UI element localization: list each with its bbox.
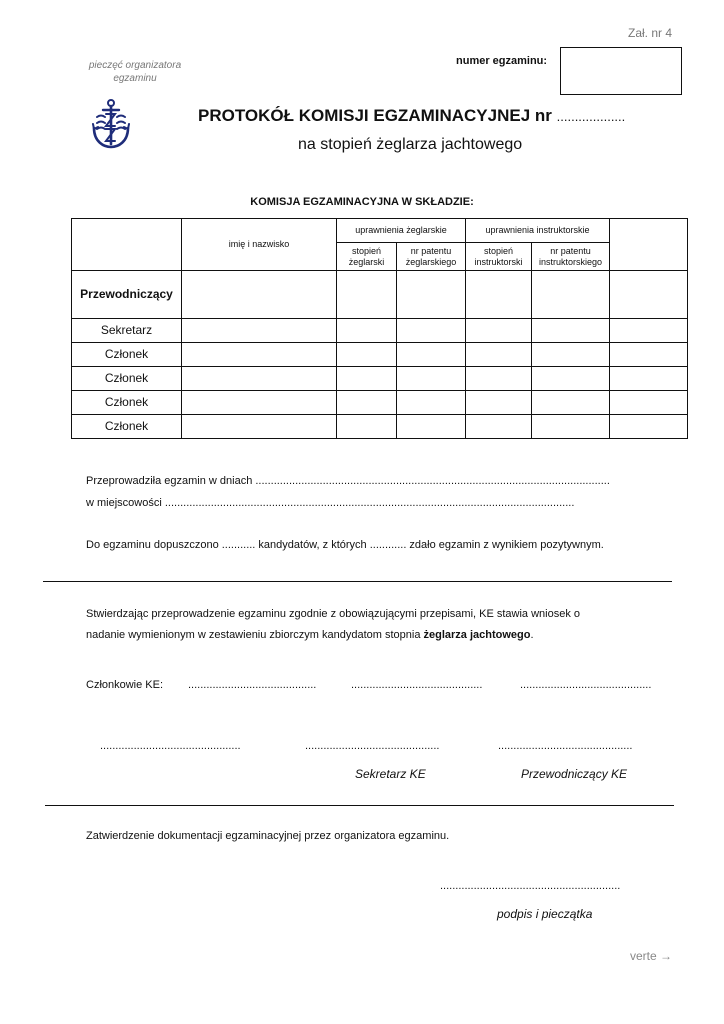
cell-input[interactable]: [182, 319, 337, 343]
attachment-number: Zał. nr 4: [628, 26, 673, 40]
stamp-label-line2: egzaminu: [113, 73, 157, 84]
cell-input[interactable]: [466, 391, 532, 415]
cell-input[interactable]: [182, 271, 337, 319]
member-signature-line[interactable]: ...........................................: [520, 679, 652, 691]
cell-input[interactable]: [466, 271, 532, 319]
row-label-member: Członek: [72, 415, 182, 439]
header-sailing-license: nr patentu żeglarskiego: [397, 243, 466, 271]
cell-input[interactable]: [610, 271, 688, 319]
table-header-row: [72, 219, 688, 243]
cell-input[interactable]: [337, 391, 397, 415]
cell-input[interactable]: [397, 319, 466, 343]
verte-note: [630, 949, 672, 963]
cell-input[interactable]: [397, 343, 466, 367]
organizer-signature-line[interactable]: ...........................................................: [440, 880, 621, 892]
row-label-member: Członek: [72, 367, 182, 391]
cell-input[interactable]: [337, 271, 397, 319]
member-signature-line[interactable]: ..............................................: [100, 740, 241, 752]
cell-input[interactable]: [182, 415, 337, 439]
candidates-count-line[interactable]: Do egzaminu dopuszczono ........... kandydatów, z których ............ zdało egzamin z wynikiem pozytywnym.: [86, 539, 604, 551]
verte-label: verte: [630, 949, 657, 963]
table-row: [72, 391, 688, 415]
cell-input[interactable]: [610, 367, 688, 391]
header-sailing-degree: stopień żeglarski: [337, 243, 397, 271]
cell-input[interactable]: [337, 319, 397, 343]
cell-input[interactable]: [337, 367, 397, 391]
confirmation-line1: Stwierdzając przeprowadzenie egzaminu zgodnie z obowiązującymi przepisami, KE stawia wniosek o: [86, 608, 581, 620]
exam-number-box[interactable]: [560, 47, 682, 95]
header-sailing-group: uprawnienia żeglarskie: [337, 219, 466, 243]
member-signature-line[interactable]: ..........................................: [188, 679, 317, 691]
cell-input[interactable]: [397, 391, 466, 415]
confirmation-line2: [86, 629, 534, 641]
row-label-secretary: Sekretarz: [72, 319, 182, 343]
header-signature-blank: [610, 219, 688, 271]
confirmation-end: .: [530, 629, 534, 641]
header-instructor-license: nr patentu instruktorskiego: [532, 243, 610, 271]
cell-input[interactable]: [532, 415, 610, 439]
table-row: [72, 319, 688, 343]
confirmation-text: nadanie wymienionym w zestawieniu zbiorczym kandydatom stopnia: [86, 629, 424, 641]
committee-heading: KOMISJA EGZAMINACYJNA W SKŁADZIE:: [250, 196, 474, 208]
signature-caption: podpis i pieczątka: [497, 907, 593, 921]
cell-input[interactable]: [466, 319, 532, 343]
divider: [45, 805, 674, 806]
chair-caption: Przewodniczący KE: [521, 767, 628, 781]
cell-input[interactable]: [532, 391, 610, 415]
arrow-right-icon: →: [660, 949, 673, 963]
cell-input[interactable]: [610, 343, 688, 367]
cell-input[interactable]: [182, 343, 337, 367]
table-row: [72, 415, 688, 439]
stamp-label-line1: pieczęć organizatora: [88, 60, 182, 71]
cell-input[interactable]: [466, 367, 532, 391]
protocol-number-field[interactable]: ...................: [556, 109, 626, 124]
chair-signature-line[interactable]: ............................................: [498, 740, 633, 752]
cell-input[interactable]: [532, 367, 610, 391]
exam-number-label: numer egzaminu:: [456, 55, 548, 67]
approval-text: Zatwierdzenie dokumentacji egzaminacyjnej przez organizatora egzaminu.: [86, 830, 450, 842]
row-label-member: Członek: [72, 343, 182, 367]
organizer-stamp-placeholder: [70, 59, 200, 85]
secretary-signature-line[interactable]: ............................................: [305, 740, 440, 752]
committee-table: [71, 218, 688, 439]
header-instructor-degree: stopień instruktorski: [466, 243, 532, 271]
cell-input[interactable]: [397, 367, 466, 391]
members-label: Członkowie KE:: [86, 679, 164, 691]
table-row: [72, 271, 688, 319]
header-name: imię i nazwisko: [182, 219, 337, 271]
header-instructor-group: uprawnienia instruktorskie: [466, 219, 610, 243]
header-blank-cell: [72, 219, 182, 271]
row-label-member: Członek: [72, 391, 182, 415]
cell-input[interactable]: [182, 391, 337, 415]
cell-input[interactable]: [532, 319, 610, 343]
member-signature-line[interactable]: ...........................................: [351, 679, 483, 691]
table-row: [72, 343, 688, 367]
degree-name: żeglarza jachtowego: [423, 629, 531, 641]
cell-input[interactable]: [610, 391, 688, 415]
row-label-chairman: Przewodniczący: [72, 271, 182, 319]
cell-input[interactable]: [532, 271, 610, 319]
cell-input[interactable]: [337, 415, 397, 439]
cell-input[interactable]: [466, 343, 532, 367]
pzz-anchor-logo: [90, 98, 132, 150]
exam-location-field[interactable]: w miejscowości ......................................................................................................................................: [86, 497, 575, 509]
cell-input[interactable]: [466, 415, 532, 439]
cell-input[interactable]: [337, 343, 397, 367]
cell-input[interactable]: [397, 415, 466, 439]
cell-input[interactable]: [397, 271, 466, 319]
title-text: PROTOKÓŁ KOMISJI EGZAMINACYJNEJ nr: [198, 106, 552, 125]
cell-input[interactable]: [532, 343, 610, 367]
table-row: [72, 367, 688, 391]
protocol-subtitle: na stopień żeglarza jachtowego: [298, 136, 523, 153]
divider: [43, 581, 672, 582]
cell-input[interactable]: [182, 367, 337, 391]
protocol-title: [198, 106, 625, 126]
secretary-caption: Sekretarz KE: [355, 767, 426, 781]
cell-input[interactable]: [610, 319, 688, 343]
cell-input[interactable]: [610, 415, 688, 439]
exam-dates-field[interactable]: Przeprowadziła egzamin w dniach ....................................................................................................................: [86, 475, 610, 487]
